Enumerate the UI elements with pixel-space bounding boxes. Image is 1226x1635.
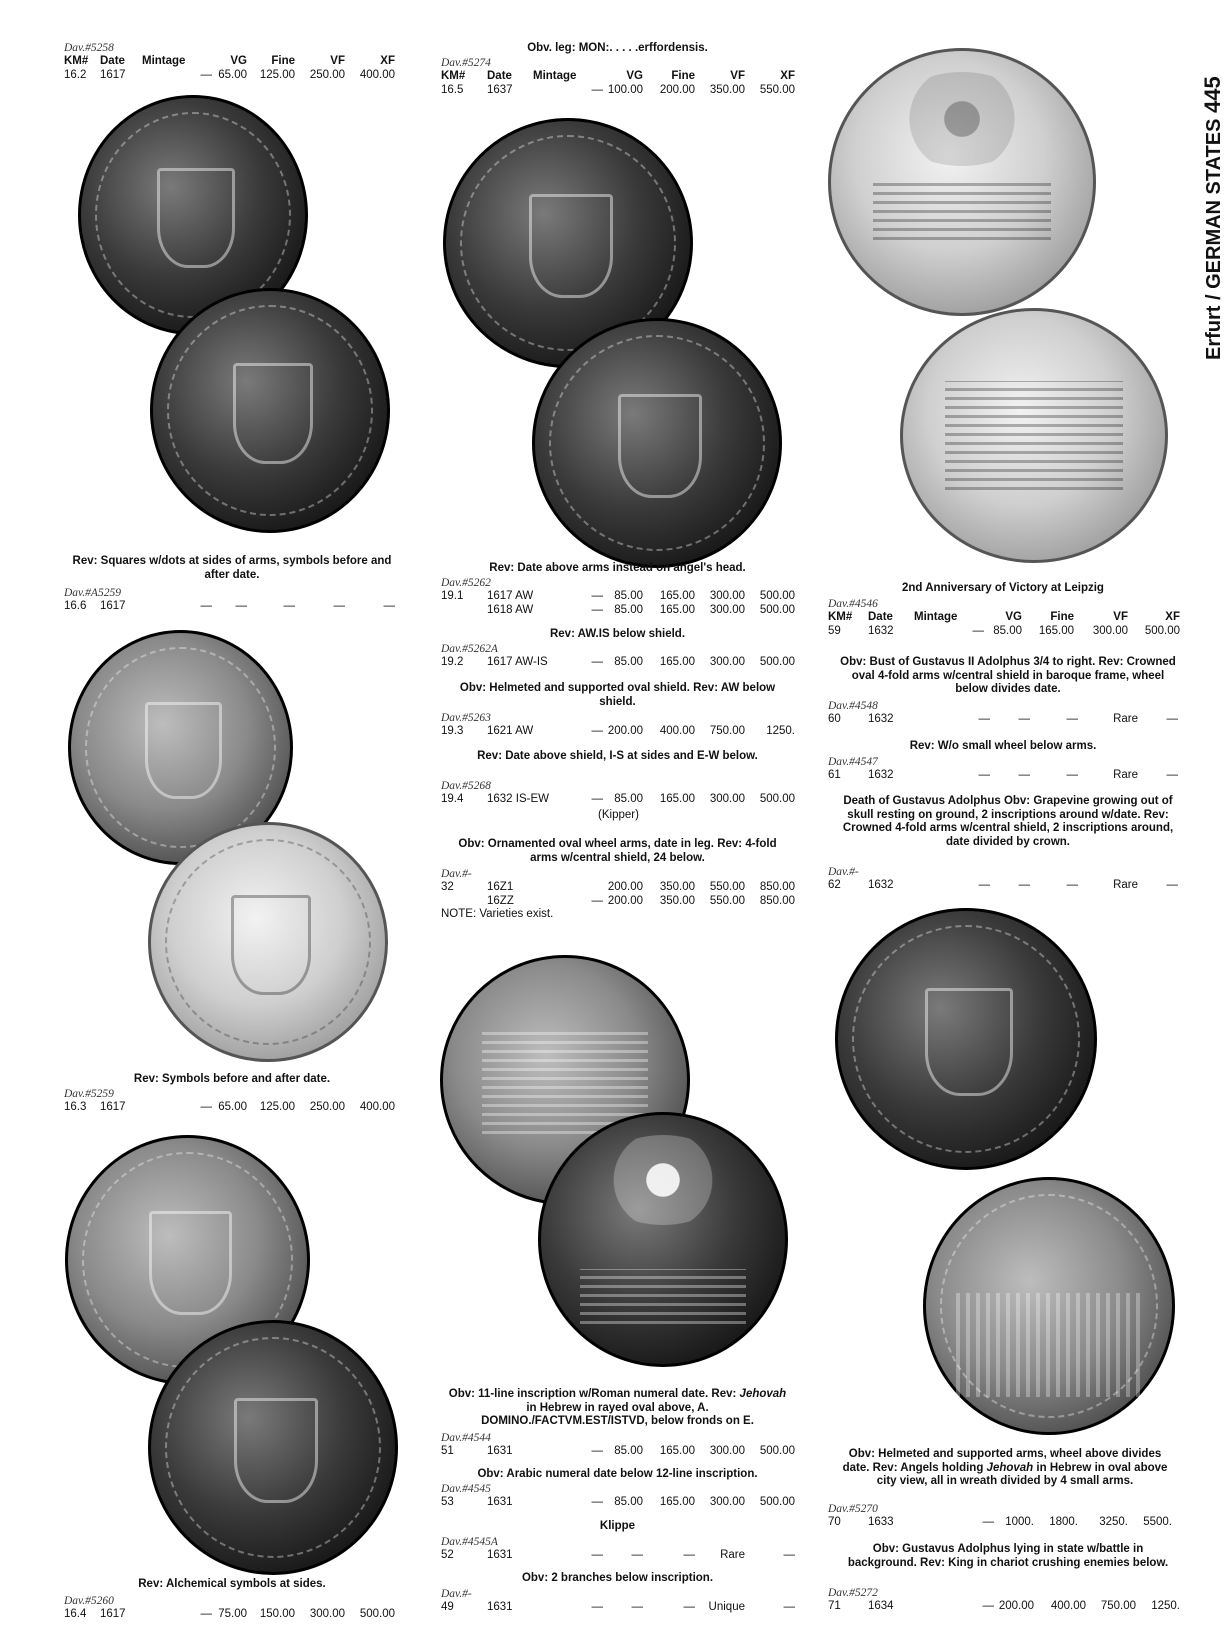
coin-reverse-image — [148, 822, 388, 1062]
dav-number: Dav.#4544 — [441, 1432, 491, 1444]
dav-number: Dav.#4545 — [441, 1483, 491, 1495]
listing-5274 — [441, 57, 796, 97]
dav-number: Dav.#- — [828, 866, 859, 878]
italic-word: Jehovah — [739, 1388, 787, 1400]
listing-5263 — [441, 712, 796, 739]
price-row: 71 1634 — 200.00 400.00 750.00 1250. — [828, 1600, 1180, 1612]
coin-reverse-image — [148, 1320, 398, 1575]
listing-5260 — [64, 1595, 396, 1622]
price-row: 19.1 1617 AW — 85.00 165.00 300.00 500.00 — [441, 590, 795, 602]
price-row: 16ZZ — 200.00 350.00 550.00 850.00 — [487, 894, 795, 907]
listing-4545 — [441, 1483, 796, 1510]
kipper-label: (Kipper) — [598, 808, 639, 821]
caption: Obv: Gustavus Adolphus lying in state w/battle in background. Rev: King in chariot crushing enemies below. — [847, 1543, 1169, 1569]
caption: Obv: Arabic numeral date below 12-line inscription. — [477, 1468, 758, 1480]
dav-number: Dav.#5260 — [64, 1595, 114, 1607]
price-row: 59 1632 — 85.00 165.00 300.00 500.00 — [828, 624, 1180, 637]
dav-number: Dav.#5268 — [441, 780, 491, 792]
dav-number: Dav.#- — [441, 1588, 472, 1600]
price-row: 16.5 1637 — 100.00 200.00 350.00 550.00 — [441, 83, 795, 96]
listing-5270 — [828, 1503, 1183, 1530]
italic-word: Jehovah — [986, 1461, 1034, 1474]
listing-32 — [441, 868, 796, 922]
price-row: 49 1631 — — — Unique — — [441, 1601, 795, 1613]
dav-number: Dav.#5259 — [64, 1088, 114, 1100]
dav-number: Dav.#- — [441, 868, 472, 880]
caption: Obv: Ornamented oval wheel arms, date in leg. Rev: 4-fold arms w/central shield, 24 below. — [458, 838, 777, 864]
column-header: KM# Date Mintage VG Fine VF XF — [441, 70, 795, 82]
listing-4546 — [828, 598, 1183, 638]
price-row: 70 1633 — 1000. 1800. 3250. 5500. — [828, 1516, 1172, 1528]
dav-number: Dav.#5262A — [441, 643, 498, 655]
caption: Rev: W/o small wheel below arms. — [909, 740, 1097, 752]
caption: 2nd Anniversary of Victory at Leipzig — [902, 582, 1104, 594]
price-row: 61 1632 — — — Rare — — [828, 769, 1178, 781]
dav-number: Dav.#A5259 — [64, 587, 121, 599]
klippe-heading: Klippe — [599, 1520, 636, 1532]
listing-4547 — [828, 756, 1183, 783]
listing-5262 — [441, 577, 796, 617]
price-row: 16.3 1617 — 65.00 125.00 250.00 400.00 — [64, 1101, 395, 1113]
listing-5272 — [828, 1587, 1183, 1614]
caption: Obv: 11-line inscription w/Roman numeral date. Rev: Jehovah in Hebrew in rayed oval above, A. DOMINO./FACTVM.EST/ISTVD, below fronds on E. — [448, 1388, 787, 1427]
price-row: 16.2 1617 — 65.00 125.00 250.00 400.00 — [64, 68, 395, 81]
price-row: 62 1632 — — — Rare — — [828, 879, 1178, 891]
listing-a5259 — [64, 587, 396, 614]
dav-number: Dav.#5274 — [441, 57, 491, 69]
price-row: 32 16Z1 200.00 350.00 550.00 850.00 — [441, 881, 795, 893]
coin-obverse-image — [835, 908, 1097, 1170]
caption: Rev: Date above shield, I-S at sides and E-W below. — [477, 750, 758, 762]
price-row: 16.4 1617 — 75.00 150.00 300.00 500.00 — [64, 1608, 395, 1620]
column-header: KM# Date Mintage VG Fine VF XF — [64, 55, 395, 67]
column-header: KM# Date Mintage VG Fine VF XF — [828, 611, 1180, 623]
price-row: 51 1631 — 85.00 165.00 300.00 500.00 — [441, 1445, 795, 1457]
caption: Obv. leg: MON:. . . . .erffordensis. — [527, 42, 708, 54]
listing-49 — [441, 1588, 796, 1615]
caption: Rev: Date above arms instead on angel's head. — [489, 562, 746, 574]
dav-number: Dav.#4545A — [441, 1536, 498, 1548]
listing-5262a — [441, 643, 796, 670]
caption: Obv: Helmeted and supported arms, wheel above divides date. Rev: Angels holding Jehovah in Hebrew in oval above city view, all in wreath divided by 4 small arms. — [842, 1448, 1168, 1487]
coin-reverse-image — [538, 1112, 788, 1367]
listing-5258 — [64, 42, 396, 82]
caption: Obv: Helmeted and supported oval shield. Rev: AW below shield. — [459, 682, 776, 708]
listing-62 — [828, 866, 1183, 893]
dav-number: Dav.#5263 — [441, 712, 491, 724]
listing-4545a — [441, 1536, 796, 1563]
listing-4548 — [828, 700, 1183, 727]
listing-4544 — [441, 1432, 796, 1459]
caption: Rev: Alchemical symbols at sides. — [138, 1578, 326, 1590]
coin-obverse-image — [828, 48, 1096, 316]
coin-reverse-image — [532, 318, 782, 568]
caption: Rev: Symbols before and after date. — [133, 1073, 331, 1085]
listing-5268 — [441, 780, 796, 822]
dav-number: Dav.#4548 — [828, 700, 878, 712]
price-row: 53 1631 — 85.00 165.00 300.00 500.00 — [441, 1496, 795, 1508]
dav-number: Dav.#5270 — [828, 1503, 878, 1515]
caption: Obv: 2 branches below inscription. — [521, 1572, 714, 1584]
coin-reverse-image — [150, 288, 390, 533]
listing-5259 — [64, 1088, 396, 1115]
caption: Rev: Squares w/dots at sides of arms, symbols before and after date. — [72, 555, 392, 581]
price-row: 1618 AW — 85.00 165.00 300.00 500.00 — [487, 603, 795, 616]
price-row: 19.2 1617 AW-IS — 85.00 165.00 300.00 500.00 — [441, 656, 795, 668]
coin-reverse-image — [923, 1177, 1175, 1435]
price-row: 52 1631 — — — Rare — — [441, 1549, 795, 1561]
note: NOTE: Varieties exist. — [441, 908, 554, 920]
coin-reverse-image — [900, 308, 1168, 563]
dav-number: Dav.#5272 — [828, 1587, 878, 1599]
price-row: 16.6 1617 — — — — — — [64, 600, 395, 612]
price-row: 19.3 1621 AW — 200.00 400.00 750.00 1250. — [441, 725, 795, 737]
dav-number: Dav.#5258 — [64, 42, 114, 54]
running-head — [1174, 30, 1225, 360]
price-row: 19.4 1632 IS-EW — 85.00 165.00 300.00 500.00 — [441, 793, 795, 805]
dav-number: Dav.#4546 — [828, 598, 878, 610]
dav-number: Dav.#4547 — [828, 756, 878, 768]
price-row: 60 1632 — — — Rare — — [828, 713, 1178, 725]
running-head-text: Erfurt / GERMAN STATES 445 — [1200, 76, 1225, 360]
dav-number: Dav.#5262 — [441, 577, 491, 589]
caption: Rev: AW.IS below shield. — [549, 628, 686, 640]
caption: Death of Gustavus Adolphus Obv: Grapevine growing out of skull resting on ground, 2 inscriptions around w/date. Rev: Crowned 4-fold arms w/central shield, 2 inscriptions around, date divided by crown. — [842, 795, 1174, 848]
caption: Obv: Bust of Gustavus II Adolphus 3/4 to right. Rev: Crowned oval 4-fold arms w/central shield in baroque frame, wheel below divides date. — [840, 656, 1176, 695]
